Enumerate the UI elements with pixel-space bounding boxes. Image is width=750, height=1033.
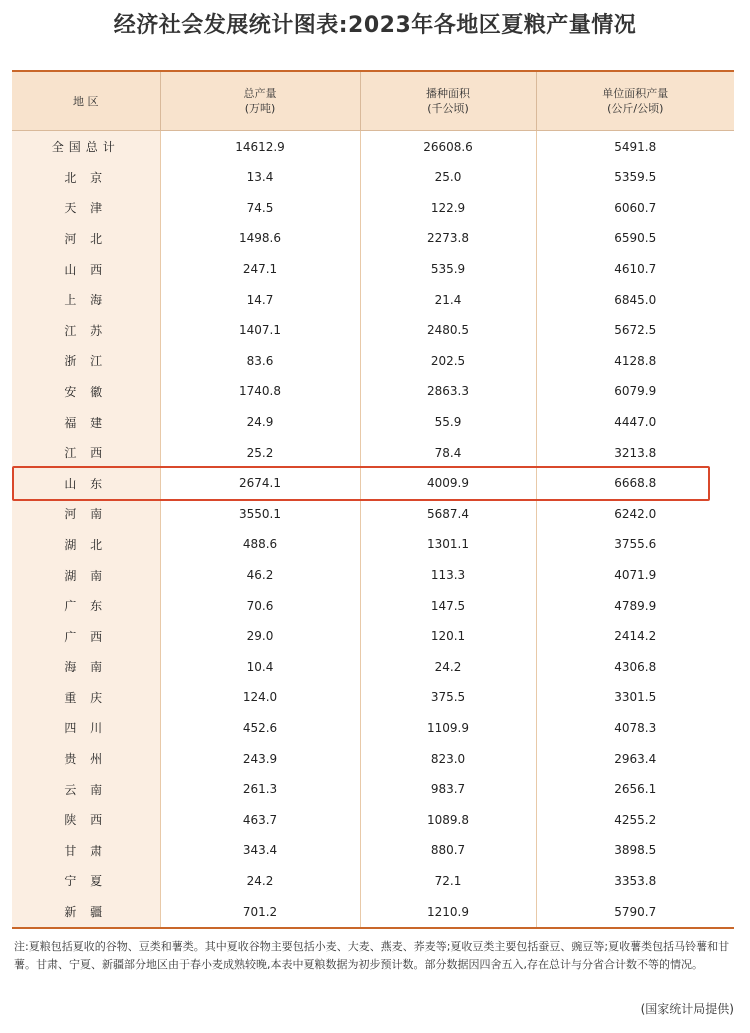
output-cell: 452.6: [160, 713, 360, 744]
yield-cell: 4447.0: [614, 415, 657, 430]
region-cell: 湖 南: [12, 560, 160, 591]
area-cell: 55.9: [360, 407, 536, 438]
region-cell: 陕 西: [12, 804, 160, 835]
table-bottom-rule: [12, 927, 734, 929]
output-cell: 343.4: [160, 835, 360, 866]
area-cell: 983.7: [360, 774, 536, 805]
area-cell: 2480.5: [360, 315, 536, 346]
area-cell: 1301.1: [360, 529, 536, 560]
output-cell: 14.7: [160, 284, 360, 315]
area-cell: 72.1: [360, 866, 536, 897]
table-body: [12, 131, 734, 927]
output-cell: 1498.6: [160, 223, 360, 254]
output-cell: 124.0: [160, 682, 360, 713]
area-cell: 823.0: [360, 743, 536, 774]
header-yield-label: 单位面积产量: [602, 87, 669, 100]
area-cell: 375.5: [360, 682, 536, 713]
area-cell: 25.0: [360, 162, 536, 193]
table-row: [12, 529, 734, 560]
area-cell: 1109.9: [360, 713, 536, 744]
table-row: [12, 896, 734, 927]
source-credit: (国家统计局提供): [640, 1002, 734, 1016]
output-cell: 261.3: [160, 774, 360, 805]
output-cell: 2674.1: [160, 468, 360, 499]
output-cell: 24.2: [160, 866, 360, 897]
table-row: [12, 193, 734, 224]
yield-cell: 6242.0: [614, 506, 657, 521]
area-cell: 122.9: [360, 193, 536, 224]
yield-cell: 3755.6: [614, 537, 657, 552]
table-row: [12, 437, 734, 468]
table-row: [12, 131, 734, 163]
output-cell: 463.7: [160, 804, 360, 835]
table-row: [12, 223, 734, 254]
output-cell: 247.1: [160, 254, 360, 285]
area-cell: 120.1: [360, 621, 536, 652]
table-row: [12, 682, 734, 713]
output-cell: 1407.1: [160, 315, 360, 346]
region-cell: 重 庆: [12, 682, 160, 713]
area-cell: 1210.9: [360, 896, 536, 927]
region-cell: 新 疆: [12, 896, 160, 927]
region-cell: 甘 肃: [12, 835, 160, 866]
region-cell: 福 建: [12, 407, 160, 438]
region-cell: 广 西: [12, 621, 160, 652]
output-cell: 488.6: [160, 529, 360, 560]
yield-cell: 5491.8: [614, 139, 657, 154]
region-cell: 北 京: [12, 162, 160, 193]
yield-cell: 4789.9: [614, 598, 657, 613]
header-area-unit: (千公顷): [427, 102, 469, 115]
yield-cell: 4255.2: [614, 812, 657, 827]
yield-cell: 2963.4: [614, 751, 657, 766]
output-cell: 83.6: [160, 346, 360, 377]
header-region: [12, 72, 160, 131]
area-cell: 2273.8: [360, 223, 536, 254]
header-output-unit: (万吨): [244, 102, 276, 115]
area-cell: 2863.3: [360, 376, 536, 407]
region-cell: 宁 夏: [12, 866, 160, 897]
yield-cell: 6845.0: [614, 292, 657, 307]
area-cell: 78.4: [360, 437, 536, 468]
table-row: [12, 652, 734, 683]
footnote: 注:夏粮包括夏收的谷物、豆类和薯类。其中夏收谷物主要包括小麦、大麦、燕麦、荞麦等;夏收豆类主要包括蚕豆、豌豆等;夏收薯类包括马铃薯和甘薯。甘肃、宁夏、新疆部分地区由于春小麦成熟较晚,本表中夏粮数据为初步预计数。部分数据因四舍五入,存在总计与分省合计数不等的情况。: [14, 940, 730, 971]
table-row: [12, 407, 734, 438]
table-row: [12, 499, 734, 530]
table-row: [12, 284, 734, 315]
area-cell: 535.9: [360, 254, 536, 285]
yield-cell: 3301.5: [614, 690, 657, 705]
data-table-container: [12, 70, 734, 929]
area-cell: 5687.4: [360, 499, 536, 530]
output-cell: 1740.8: [160, 376, 360, 407]
output-cell: 29.0: [160, 621, 360, 652]
region-cell: 山 西: [12, 254, 160, 285]
header-yield: [536, 72, 734, 131]
table-row: [12, 376, 734, 407]
yield-cell: 2656.1: [614, 782, 657, 797]
yield-cell: 5672.5: [614, 323, 657, 338]
header-area: [360, 72, 536, 131]
header-output: [160, 72, 360, 131]
yield-cell: 4078.3: [614, 720, 657, 735]
table-row: [12, 162, 734, 193]
table-row: [12, 468, 734, 499]
table-row: [12, 560, 734, 591]
yield-cell: 3213.8: [614, 445, 657, 460]
output-cell: 3550.1: [160, 499, 360, 530]
output-cell: 14612.9: [160, 131, 360, 163]
area-cell: 113.3: [360, 560, 536, 591]
table-row: [12, 254, 734, 285]
region-cell: 山 东: [12, 468, 160, 499]
data-table: [12, 72, 734, 927]
region-cell: 上 海: [12, 284, 160, 315]
table-row: [12, 866, 734, 897]
yield-cell: 6590.5: [614, 231, 657, 246]
region-cell: 安 徽: [12, 376, 160, 407]
table-row: [12, 590, 734, 621]
yield-cell: 3353.8: [614, 873, 657, 888]
output-cell: 46.2: [160, 560, 360, 591]
output-cell: 25.2: [160, 437, 360, 468]
table-row: [12, 774, 734, 805]
region-cell: 河 北: [12, 223, 160, 254]
header-yield-unit: (公斤/公顷): [607, 102, 664, 115]
output-cell: 13.4: [160, 162, 360, 193]
table-row: [12, 835, 734, 866]
area-cell: 147.5: [360, 590, 536, 621]
yield-cell: 3898.5: [614, 843, 657, 858]
table-header-row: [12, 72, 734, 131]
header-output-label: 总产量: [243, 87, 277, 100]
table-row: [12, 804, 734, 835]
yield-cell: 5790.7: [614, 904, 657, 919]
yield-cell: 5359.5: [614, 170, 657, 185]
area-cell: 24.2: [360, 652, 536, 683]
output-cell: 74.5: [160, 193, 360, 224]
table-row: [12, 713, 734, 744]
yield-cell: 6668.8: [614, 476, 657, 491]
table-row: [12, 621, 734, 652]
region-cell: 全国总计: [12, 131, 160, 163]
region-cell: 江 苏: [12, 315, 160, 346]
yield-cell: 6060.7: [614, 200, 657, 215]
output-cell: 10.4: [160, 652, 360, 683]
output-cell: 24.9: [160, 407, 360, 438]
region-cell: 河 南: [12, 499, 160, 530]
yield-cell: 4128.8: [614, 353, 657, 368]
output-cell: 243.9: [160, 743, 360, 774]
yield-cell: 4610.7: [614, 262, 657, 277]
region-cell: 海 南: [12, 652, 160, 683]
output-cell: 701.2: [160, 896, 360, 927]
region-cell: 江 西: [12, 437, 160, 468]
yield-cell: 6079.9: [614, 384, 657, 399]
header-area-label: 播种面积: [426, 87, 470, 100]
header-region-label: 地 区: [73, 94, 99, 108]
region-cell: 贵 州: [12, 743, 160, 774]
page-title: 经济社会发展统计图表:2023年各地区夏粮产量情况: [113, 13, 637, 38]
area-cell: 21.4: [360, 284, 536, 315]
yield-cell: 4306.8: [614, 659, 657, 674]
area-cell: 26608.6: [360, 131, 536, 163]
region-cell: 云 南: [12, 774, 160, 805]
area-cell: 202.5: [360, 346, 536, 377]
area-cell: 4009.9: [360, 468, 536, 499]
area-cell: 1089.8: [360, 804, 536, 835]
region-cell: 浙 江: [12, 346, 160, 377]
output-cell: 70.6: [160, 590, 360, 621]
table-row: [12, 743, 734, 774]
table-row: [12, 315, 734, 346]
region-cell: 天 津: [12, 193, 160, 224]
region-cell: 湖 北: [12, 529, 160, 560]
area-cell: 880.7: [360, 835, 536, 866]
region-cell: 广 东: [12, 590, 160, 621]
table-row: [12, 346, 734, 377]
yield-cell: 2414.2: [614, 629, 657, 644]
region-cell: 四 川: [12, 713, 160, 744]
yield-cell: 4071.9: [614, 568, 657, 583]
